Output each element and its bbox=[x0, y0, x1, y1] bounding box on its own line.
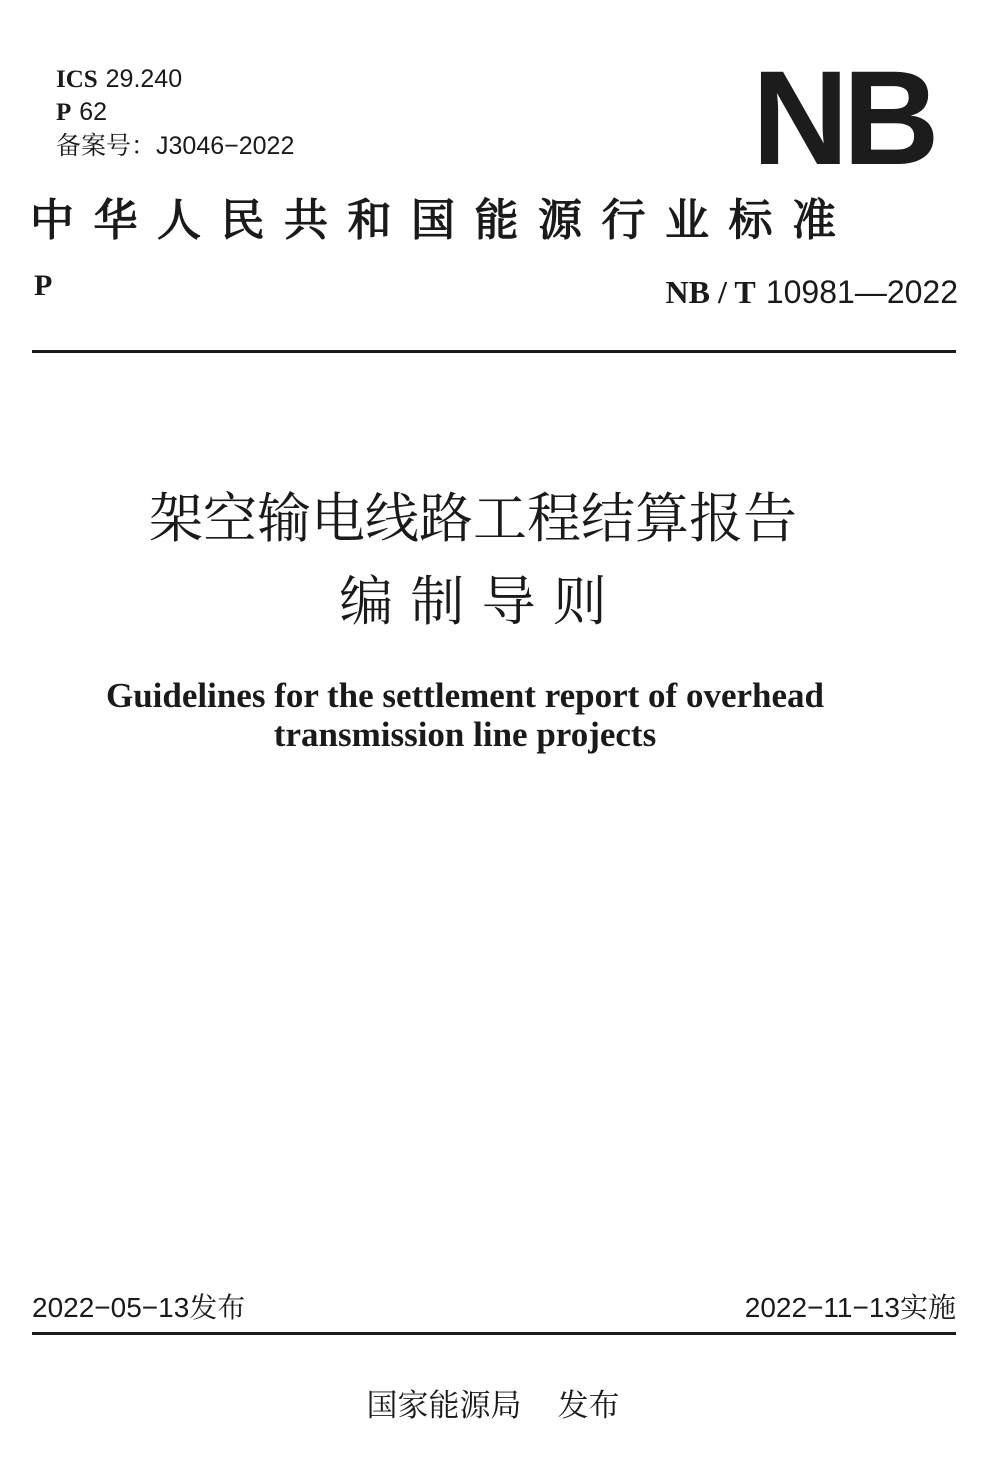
record-label: 备案号： bbox=[56, 131, 157, 160]
issue-date-label: 发布 bbox=[189, 1291, 246, 1324]
effective-date-label: 实施 bbox=[899, 1291, 956, 1324]
issuer-title: 中华人民共和国能源行业标准 bbox=[30, 195, 856, 246]
footer-divider bbox=[32, 1332, 956, 1335]
nb-logo: NB bbox=[752, 44, 934, 193]
issue-date-value: 2022−05−13 bbox=[32, 1292, 190, 1323]
title-zh-line2: 编 制 导 则 bbox=[339, 570, 607, 633]
standard-number bbox=[666, 272, 958, 312]
standard-prefix: NB / T bbox=[665, 274, 756, 310]
classification-label: P bbox=[56, 99, 72, 126]
publisher-action: 发布 bbox=[557, 1388, 620, 1424]
publisher-name: 国家能源局 bbox=[366, 1388, 522, 1424]
effective-date bbox=[745, 1290, 956, 1326]
record-number bbox=[56, 131, 294, 161]
ics-value: 29.240 bbox=[105, 65, 183, 93]
issue-date bbox=[32, 1290, 245, 1326]
title-en-line2: transmission line projects bbox=[273, 715, 657, 754]
classification-code bbox=[56, 97, 107, 128]
standard-code: 10981—2022 bbox=[765, 274, 958, 310]
ics-code bbox=[56, 64, 182, 95]
classification-letter: P bbox=[34, 269, 53, 302]
publisher bbox=[0, 1386, 986, 1426]
title-zh-line1: 架空输电线路工程结算报告 bbox=[149, 487, 797, 550]
title-en-line1: Guidelines for the settlement report of overhead bbox=[105, 676, 824, 715]
effective-date-value: 2022−11−13 bbox=[744, 1292, 900, 1323]
classification-value: 62 bbox=[79, 98, 108, 126]
header-divider bbox=[32, 350, 956, 353]
ics-label: ICS bbox=[56, 66, 98, 93]
record-value: J3046−2022 bbox=[156, 132, 295, 160]
